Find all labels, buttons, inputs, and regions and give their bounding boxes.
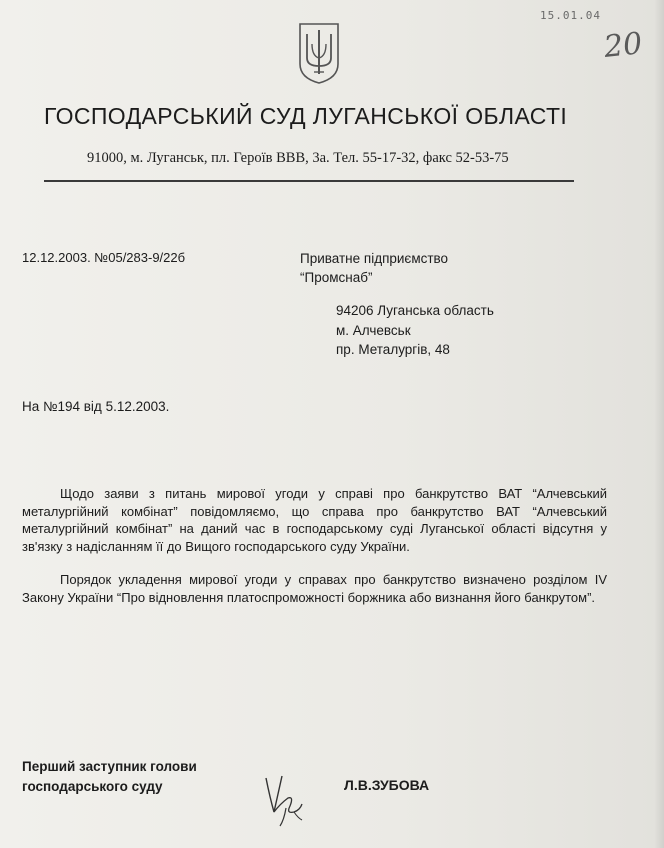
letter-body — [22, 485, 607, 622]
body-paragraph: Порядок укладення мирової угоди у справах про банкрутство визначено розділом IV Закону України “Про відновлення платоспроможності боржника або визнання його банкрутом”. — [22, 572, 607, 605]
addressee-org-name: “Промснаб” — [300, 270, 373, 285]
page-edge-shadow — [654, 0, 664, 848]
outgoing-reference: 12.12.2003. №05/283-9/22б — [22, 250, 186, 265]
court-address: 91000, м. Луганськ, пл. Героїв ВВВ, 3а. Тел. 55-17-32, факс 52-53-75 — [87, 150, 509, 166]
body-paragraph: Щодо заяви з питань мирової угоди у справі про банкрутство ВАТ “Алчевський металургійний комбінат” повідомляємо, що справа про банкрутство ВАТ “Алчевський металургійний комбінат” на даний час в господарському суді Луганської області відсутня у зв'язку з надісланням її до Вищого господарського суду України. — [22, 486, 607, 554]
address-line: 94206 Луганська область — [336, 303, 494, 318]
trident-icon — [296, 20, 342, 86]
signer-title-line: господарського суду — [22, 779, 163, 794]
addressee-address — [336, 301, 494, 360]
addressee-org-line: Приватне підприємство — [300, 251, 449, 266]
in-reply-to: На №194 від 5.12.2003. — [22, 399, 170, 414]
handwritten-signature-icon — [258, 768, 308, 830]
addressee-organization — [300, 249, 448, 287]
signer-title — [22, 757, 197, 797]
page-number: 20 — [602, 26, 644, 65]
court-name: ГОСПОДАРСЬКИЙ СУД ЛУГАНСЬКОЇ ОБЛАСТІ — [44, 103, 568, 129]
address-line: м. Алчевськ — [336, 322, 411, 338]
address-line: пр. Металургів, 48 — [336, 342, 450, 357]
header-divider — [44, 180, 574, 182]
received-stamp: 15.01.04 — [540, 9, 601, 22]
signer-name: Л.В.ЗУБОВА — [344, 777, 430, 793]
signer-title-line: Перший заступник голови — [22, 759, 197, 774]
